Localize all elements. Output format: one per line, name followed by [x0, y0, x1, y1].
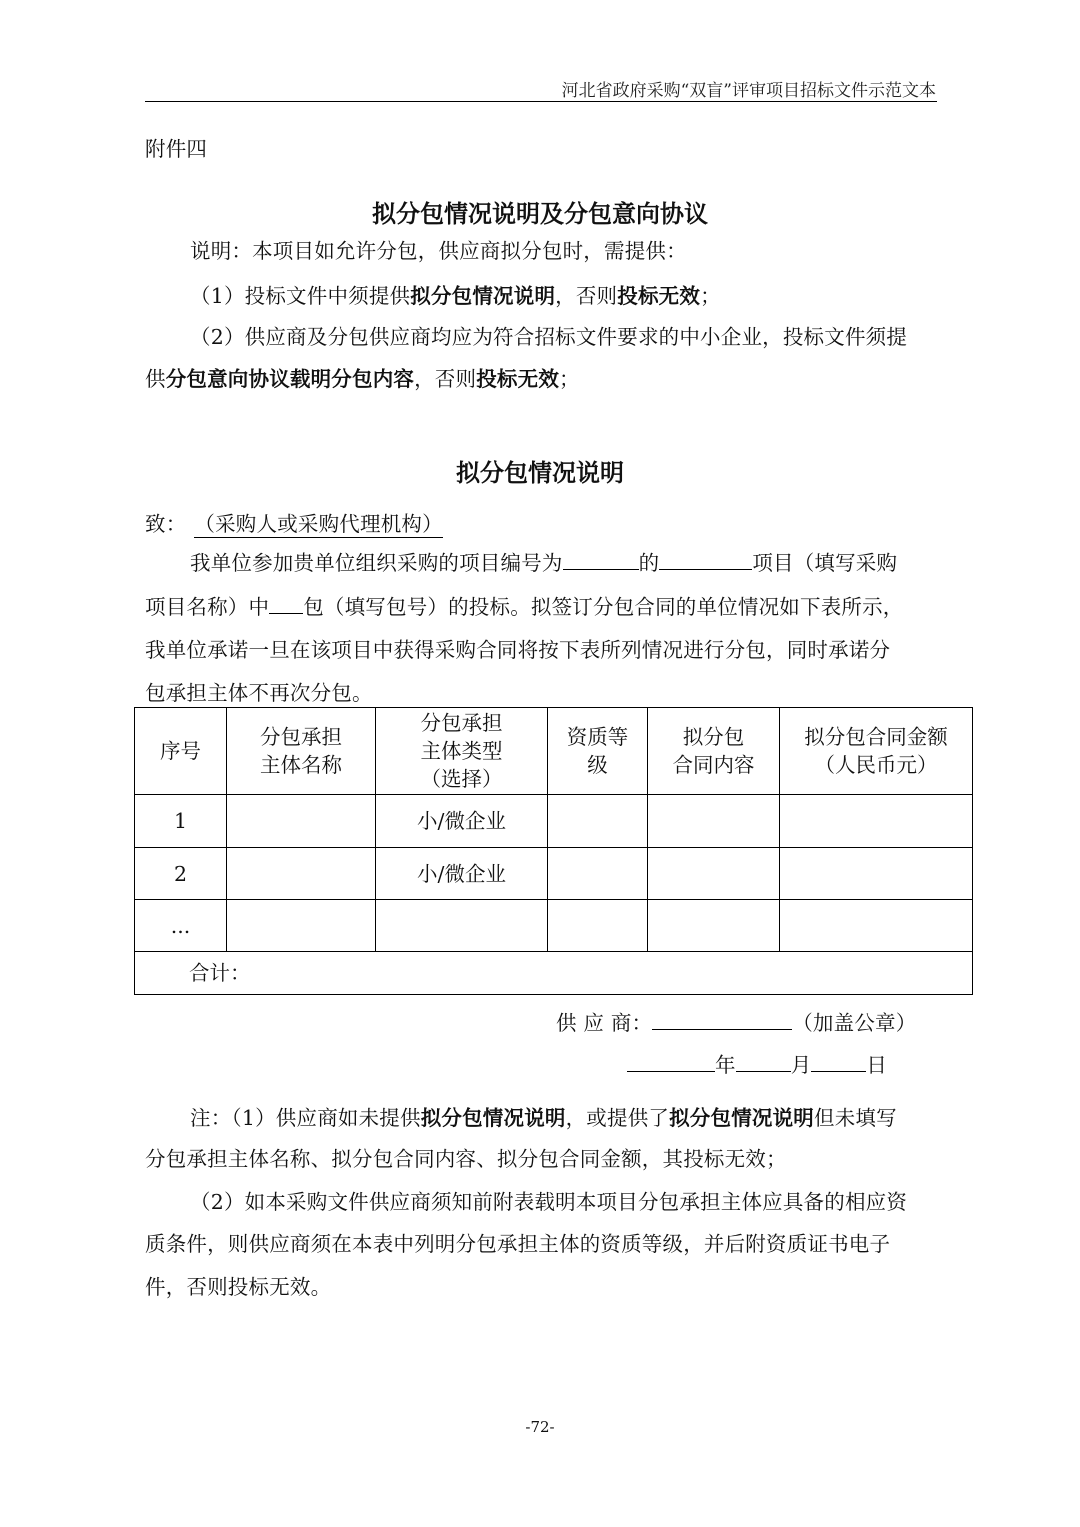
table-cell [648, 795, 780, 848]
body-line-3: 我单位承诺一旦在该项目中获得采购合同将按下表所列情况进行分包，同时承诺分 [145, 638, 891, 662]
intro-item-2-line-1: （2）供应商及分包供应商均应为符合招标文件要求的中小企业，投标文件须提 [190, 325, 908, 349]
table-row [135, 795, 973, 848]
header-cell: 资质等 级 [548, 708, 648, 795]
note-2-line-2: 质条件，则供应商须在本表中列明分包承担主体的资质等级，并后附资质证书电子 [145, 1232, 891, 1256]
running-header: 河北省政府采购“双盲”评审项目招标文件示范文本 [561, 81, 936, 101]
table-cell [227, 795, 376, 848]
header-rule [145, 101, 937, 102]
table-cell: ... [135, 900, 227, 952]
month-blank [736, 1051, 791, 1072]
date-line: 年 月 日 [627, 1048, 887, 1078]
body-line-1: 我单位参加贵单位组织采购的项目编号为 的 项目（填写采购 [190, 551, 898, 575]
project-name-blank [659, 549, 752, 570]
project-number-blank [563, 549, 639, 570]
main-title: 拟分包情况说明及分包意向协议 [372, 199, 708, 228]
attachment-label: 附件四 [145, 137, 208, 161]
body-line-4: 包承担主体不再次分包。 [145, 681, 373, 705]
table-cell: 2 [135, 848, 227, 900]
package-number-blank [269, 593, 303, 614]
table-cell [227, 900, 376, 952]
note-1-line-2: 分包承担主体名称、拟分包合同内容、拟分包合同金额，其投标无效； [145, 1147, 787, 1171]
table-cell [227, 848, 376, 900]
table-cell [548, 795, 648, 848]
intro-item-2-line-2: 供分包意向协议载明分包内容，否则投标无效； [145, 367, 580, 391]
total-cell: 合计： [135, 952, 973, 995]
body-line-2: 项目名称）中 包（填写包号）的投标。拟签订分包合同的单位情况如下表所示， [145, 595, 904, 619]
header-cell: 分包承担 主体名称 [227, 708, 376, 795]
header-cell: 拟分包合同金额 （人民币元） [780, 708, 973, 795]
page-number: -72- [525, 1418, 555, 1436]
table-cell [376, 900, 548, 952]
day-blank [811, 1051, 866, 1072]
supplier-signature-line: 供 应 商： （加盖公章） [556, 1011, 917, 1035]
table-cell [548, 848, 648, 900]
table-cell [648, 848, 780, 900]
intro-line: 说明：本项目如允许分包，供应商拟分包时，需提供： [190, 239, 687, 263]
to-line: 致： （采购人或采购代理机构） [145, 512, 443, 536]
table-cell [780, 900, 973, 952]
table-total-row [135, 952, 973, 995]
table-cell: 1 [135, 795, 227, 848]
recipient: （采购人或采购代理机构） [194, 512, 443, 536]
year-blank [627, 1051, 715, 1072]
table-cell [780, 848, 973, 900]
table-row [135, 848, 973, 900]
intro-item-1: （1）投标文件中须提供拟分包情况说明，否则投标无效； [190, 284, 721, 308]
section-title: 拟分包情况说明 [456, 458, 624, 487]
header-cell: 分包承担 主体类型 （选择） [376, 708, 548, 795]
subcontract-table [134, 707, 973, 995]
supplier-blank [652, 1009, 792, 1030]
table-cell [548, 900, 648, 952]
table-cell: 小/微企业 [376, 848, 548, 900]
note-2-line-3: 件，否则投标无效。 [145, 1275, 332, 1299]
table-cell [648, 900, 780, 952]
header-cell: 拟分包 合同内容 [648, 708, 780, 795]
header-cell: 序号 [135, 708, 227, 795]
table-cell: 小/微企业 [376, 795, 548, 848]
note-1-line-1: 注：（1）供应商如未提供拟分包情况说明，或提供了拟分包情况说明但未填写 [190, 1106, 897, 1130]
table-header-row [135, 708, 973, 795]
table-row [135, 900, 973, 952]
note-2-line-1: （2）如本采购文件供应商须知前附表载明本项目分包承担主体应具备的相应资 [190, 1190, 908, 1214]
table-cell [780, 795, 973, 848]
